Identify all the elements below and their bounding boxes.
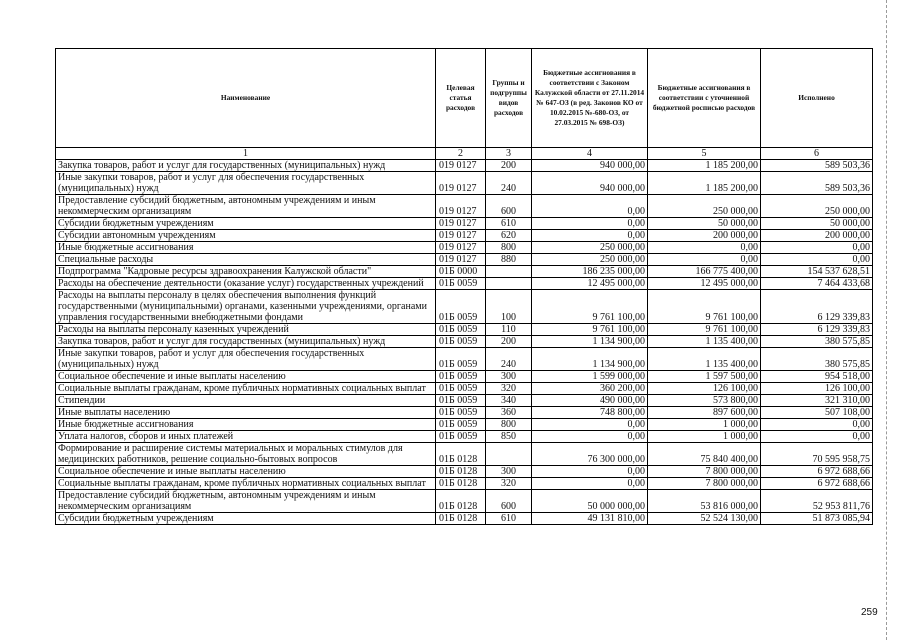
- row-law-amount-cell: 0,00: [532, 431, 648, 443]
- row-expense-group-cell: 800: [486, 419, 532, 431]
- row-law-amount-cell: 250 000,00: [532, 254, 648, 266]
- row-expense-group-cell: [486, 278, 532, 290]
- row-roster-amount-cell: 573 800,00: [648, 395, 761, 407]
- row-expense-group-cell: 620: [486, 230, 532, 242]
- table-row: [56, 336, 873, 348]
- row-executed-amount-cell: 0,00: [761, 431, 873, 443]
- row-target-item-cell: 01Б 0128: [436, 478, 486, 490]
- header-executed: Исполнено: [761, 49, 873, 148]
- row-name-cell: Социальные выплаты гражданам, кроме публичных нормативных социальных выплат: [56, 478, 436, 490]
- table-row: [56, 513, 873, 525]
- row-executed-amount-cell: 0,00: [761, 419, 873, 431]
- row-law-amount-cell: 186 235 000,00: [532, 266, 648, 278]
- column-number: 4: [532, 148, 648, 160]
- table-row: [56, 242, 873, 254]
- row-law-amount-cell: 1 599 000,00: [532, 371, 648, 383]
- row-law-amount-cell: 50 000 000,00: [532, 490, 648, 513]
- row-target-item-cell: 019 0127: [436, 195, 486, 218]
- row-law-amount-cell: 360 200,00: [532, 383, 648, 395]
- row-roster-amount-cell: 1 597 500,00: [648, 371, 761, 383]
- row-executed-amount-cell: 126 100,00: [761, 383, 873, 395]
- row-law-amount-cell: 0,00: [532, 230, 648, 242]
- row-name-cell: Предоставление субсидий бюджетным, автономным учреждениям и иным некоммерческим организациям: [56, 195, 436, 218]
- row-expense-group-cell: 300: [486, 466, 532, 478]
- row-target-item-cell: 019 0127: [436, 160, 486, 172]
- row-roster-amount-cell: 52 524 130,00: [648, 513, 761, 525]
- row-executed-amount-cell: 954 518,00: [761, 371, 873, 383]
- row-name-cell: Иные выплаты населению: [56, 407, 436, 419]
- row-target-item-cell: 01Б 0059: [436, 431, 486, 443]
- page-number: 259: [861, 607, 878, 618]
- row-target-item-cell: 01Б 0128: [436, 490, 486, 513]
- column-number: 6: [761, 148, 873, 160]
- row-executed-amount-cell: 589 503,36: [761, 160, 873, 172]
- row-target-item-cell: 01Б 0059: [436, 383, 486, 395]
- row-name-cell: Иные бюджетные ассигнования: [56, 242, 436, 254]
- row-executed-amount-cell: 589 503,36: [761, 172, 873, 195]
- row-expense-group-cell: [486, 443, 532, 466]
- row-expense-group-cell: 300: [486, 371, 532, 383]
- row-target-item-cell: 019 0127: [436, 218, 486, 230]
- table-row: [56, 490, 873, 513]
- row-target-item-cell: 01Б 0059: [436, 419, 486, 431]
- row-executed-amount-cell: 154 537 628,51: [761, 266, 873, 278]
- row-name-cell: Субсидии бюджетным учреждениям: [56, 218, 436, 230]
- header-row: [56, 49, 873, 148]
- row-law-amount-cell: 940 000,00: [532, 172, 648, 195]
- table-row: [56, 290, 873, 324]
- row-target-item-cell: 01Б 0059: [436, 348, 486, 371]
- row-name-cell: Стипендии: [56, 395, 436, 407]
- row-expense-group-cell: 200: [486, 160, 532, 172]
- row-expense-group-cell: 850: [486, 431, 532, 443]
- row-roster-amount-cell: 1 135 400,00: [648, 336, 761, 348]
- row-name-cell: Социальные выплаты гражданам, кроме публичных нормативных социальных выплат: [56, 383, 436, 395]
- table-row: [56, 195, 873, 218]
- row-roster-amount-cell: 7 800 000,00: [648, 466, 761, 478]
- row-expense-group-cell: 600: [486, 490, 532, 513]
- row-executed-amount-cell: 6 129 339,83: [761, 324, 873, 336]
- row-executed-amount-cell: 6 972 688,66: [761, 466, 873, 478]
- row-law-amount-cell: 1 134 900,00: [532, 336, 648, 348]
- table-row: [56, 419, 873, 431]
- row-executed-amount-cell: 6 129 339,83: [761, 290, 873, 324]
- row-target-item-cell: 01Б 0059: [436, 336, 486, 348]
- row-law-amount-cell: 1 134 900,00: [532, 348, 648, 371]
- table-row: [56, 431, 873, 443]
- row-roster-amount-cell: 1 135 400,00: [648, 348, 761, 371]
- table-row: [56, 278, 873, 290]
- row-name-cell: Социальное обеспечение и иные выплаты населению: [56, 371, 436, 383]
- row-target-item-cell: 01Б 0059: [436, 278, 486, 290]
- table-row: [56, 324, 873, 336]
- row-roster-amount-cell: 0,00: [648, 254, 761, 266]
- row-target-item-cell: 01Б 0128: [436, 513, 486, 525]
- table-row: [56, 172, 873, 195]
- row-expense-group-cell: 200: [486, 336, 532, 348]
- table-row: [56, 266, 873, 278]
- row-executed-amount-cell: 0,00: [761, 254, 873, 266]
- row-name-cell: Расходы на обеспечение деятельности (оказание услуг) государственных учреждений: [56, 278, 436, 290]
- row-name-cell: Формирование и расширение системы материальных и моральных стимулов для медицинских работников, решение социально-бытовых вопросов: [56, 443, 436, 466]
- column-number: 5: [648, 148, 761, 160]
- row-expense-group-cell: 340: [486, 395, 532, 407]
- row-expense-group-cell: [486, 266, 532, 278]
- row-law-amount-cell: 250 000,00: [532, 242, 648, 254]
- row-expense-group-cell: 600: [486, 195, 532, 218]
- row-law-amount-cell: 0,00: [532, 218, 648, 230]
- row-target-item-cell: 019 0127: [436, 242, 486, 254]
- row-roster-amount-cell: 75 840 400,00: [648, 443, 761, 466]
- row-name-cell: Уплата налогов, сборов и иных платежей: [56, 431, 436, 443]
- header-target-item: Целевая статья расходов: [436, 49, 486, 148]
- row-executed-amount-cell: 52 953 811,76: [761, 490, 873, 513]
- row-law-amount-cell: 0,00: [532, 195, 648, 218]
- row-target-item-cell: 019 0127: [436, 172, 486, 195]
- row-target-item-cell: 01Б 0059: [436, 395, 486, 407]
- row-name-cell: Закупка товаров, работ и услуг для государственных (муниципальных) нужд: [56, 160, 436, 172]
- row-name-cell: Подпрограмма "Кадровые ресурсы здравоохранения Калужской области": [56, 266, 436, 278]
- row-law-amount-cell: 9 761 100,00: [532, 324, 648, 336]
- header-roster-allocations: Бюджетные ассигнования в соответствии с уточненной бюджетной росписью расходов: [648, 49, 761, 148]
- row-name-cell: Расходы на выплаты персоналу казенных учреждений: [56, 324, 436, 336]
- row-name-cell: Иные бюджетные ассигнования: [56, 419, 436, 431]
- row-expense-group-cell: 110: [486, 324, 532, 336]
- row-target-item-cell: 01Б 0128: [436, 443, 486, 466]
- header-expense-group: Группы и подгруппы видов расходов: [486, 49, 532, 148]
- table-row: [56, 230, 873, 242]
- row-roster-amount-cell: 166 775 400,00: [648, 266, 761, 278]
- row-roster-amount-cell: 53 816 000,00: [648, 490, 761, 513]
- row-roster-amount-cell: 897 600,00: [648, 407, 761, 419]
- row-law-amount-cell: 940 000,00: [532, 160, 648, 172]
- table-row: [56, 407, 873, 419]
- row-name-cell: Иные закупки товаров, работ и услуг для обеспечения государственных (муниципальных) нужд: [56, 172, 436, 195]
- row-target-item-cell: 01Б 0059: [436, 290, 486, 324]
- row-name-cell: Социальное обеспечение и иные выплаты населению: [56, 466, 436, 478]
- row-expense-group-cell: 800: [486, 242, 532, 254]
- row-executed-amount-cell: 200 000,00: [761, 230, 873, 242]
- header-name: Наименование: [56, 49, 436, 148]
- table-row: [56, 443, 873, 466]
- row-name-cell: Субсидии автономным учреждениям: [56, 230, 436, 242]
- row-roster-amount-cell: 250 000,00: [648, 195, 761, 218]
- row-roster-amount-cell: 9 761 100,00: [648, 290, 761, 324]
- row-roster-amount-cell: 1 000,00: [648, 431, 761, 443]
- row-expense-group-cell: 240: [486, 348, 532, 371]
- row-executed-amount-cell: 250 000,00: [761, 195, 873, 218]
- row-target-item-cell: 01Б 0000: [436, 266, 486, 278]
- table-row: [56, 254, 873, 266]
- row-target-item-cell: 019 0127: [436, 230, 486, 242]
- row-name-cell: Иные закупки товаров, работ и услуг для обеспечения государственных (муниципальных) нужд: [56, 348, 436, 371]
- row-expense-group-cell: 610: [486, 513, 532, 525]
- row-expense-group-cell: 320: [486, 478, 532, 490]
- table-row: [56, 160, 873, 172]
- row-roster-amount-cell: 50 000,00: [648, 218, 761, 230]
- column-number: 3: [486, 148, 532, 160]
- row-roster-amount-cell: 7 800 000,00: [648, 478, 761, 490]
- row-roster-amount-cell: 0,00: [648, 242, 761, 254]
- budget-table: [55, 48, 873, 525]
- row-executed-amount-cell: 0,00: [761, 242, 873, 254]
- header-law-allocations: Бюджетные ассигнования в соответствии с Законом Калужской области от 27.11.2014 № 647-ОЗ (в ред. Законов КО от 10.02.2015 №-680-ОЗ, от 27.03.2015 № 698-ОЗ): [532, 49, 648, 148]
- row-name-cell: Субсидии бюджетным учреждениям: [56, 513, 436, 525]
- row-law-amount-cell: 490 000,00: [532, 395, 648, 407]
- table-row: [56, 466, 873, 478]
- table-row: [56, 218, 873, 230]
- column-number: 1: [56, 148, 436, 160]
- row-executed-amount-cell: 380 575,85: [761, 336, 873, 348]
- row-law-amount-cell: 12 495 000,00: [532, 278, 648, 290]
- row-expense-group-cell: 880: [486, 254, 532, 266]
- row-law-amount-cell: 49 131 810,00: [532, 513, 648, 525]
- table-row: [56, 371, 873, 383]
- row-executed-amount-cell: 70 595 958,75: [761, 443, 873, 466]
- row-target-item-cell: 01Б 0059: [436, 324, 486, 336]
- row-roster-amount-cell: 1 185 200,00: [648, 160, 761, 172]
- binder-line: [886, 0, 888, 640]
- table-row: [56, 478, 873, 490]
- row-target-item-cell: 019 0127: [436, 254, 486, 266]
- row-name-cell: Закупка товаров, работ и услуг для государственных (муниципальных) нужд: [56, 336, 436, 348]
- row-name-cell: Специальные расходы: [56, 254, 436, 266]
- row-roster-amount-cell: 126 100,00: [648, 383, 761, 395]
- row-expense-group-cell: 240: [486, 172, 532, 195]
- row-law-amount-cell: 76 300 000,00: [532, 443, 648, 466]
- row-roster-amount-cell: 9 761 100,00: [648, 324, 761, 336]
- row-roster-amount-cell: 200 000,00: [648, 230, 761, 242]
- row-target-item-cell: 01Б 0059: [436, 371, 486, 383]
- row-law-amount-cell: 0,00: [532, 478, 648, 490]
- row-executed-amount-cell: 7 464 433,68: [761, 278, 873, 290]
- row-expense-group-cell: 100: [486, 290, 532, 324]
- row-name-cell: Предоставление субсидий бюджетным, автономным учреждениям и иным некоммерческим организациям: [56, 490, 436, 513]
- row-target-item-cell: 01Б 0059: [436, 407, 486, 419]
- row-expense-group-cell: 320: [486, 383, 532, 395]
- row-executed-amount-cell: 507 108,00: [761, 407, 873, 419]
- row-executed-amount-cell: 51 873 085,94: [761, 513, 873, 525]
- row-name-cell: Расходы на выплаты персоналу в целях обеспечения выполнения функций государственными (муниципальными) органами, казенными учреждениями, органами управления государственными внебюджетными фондами: [56, 290, 436, 324]
- row-executed-amount-cell: 50 000,00: [761, 218, 873, 230]
- row-expense-group-cell: 360: [486, 407, 532, 419]
- column-number-row: [56, 148, 873, 160]
- row-roster-amount-cell: 1 000,00: [648, 419, 761, 431]
- row-law-amount-cell: 0,00: [532, 419, 648, 431]
- row-expense-group-cell: 610: [486, 218, 532, 230]
- table-row: [56, 395, 873, 407]
- row-target-item-cell: 01Б 0128: [436, 466, 486, 478]
- table-row: [56, 348, 873, 371]
- row-law-amount-cell: 0,00: [532, 466, 648, 478]
- row-executed-amount-cell: 380 575,85: [761, 348, 873, 371]
- row-executed-amount-cell: 6 972 688,66: [761, 478, 873, 490]
- column-number: 2: [436, 148, 486, 160]
- table-row: [56, 383, 873, 395]
- row-roster-amount-cell: 12 495 000,00: [648, 278, 761, 290]
- row-law-amount-cell: 748 800,00: [532, 407, 648, 419]
- row-executed-amount-cell: 321 310,00: [761, 395, 873, 407]
- row-roster-amount-cell: 1 185 200,00: [648, 172, 761, 195]
- row-law-amount-cell: 9 761 100,00: [532, 290, 648, 324]
- table-body: [56, 160, 873, 525]
